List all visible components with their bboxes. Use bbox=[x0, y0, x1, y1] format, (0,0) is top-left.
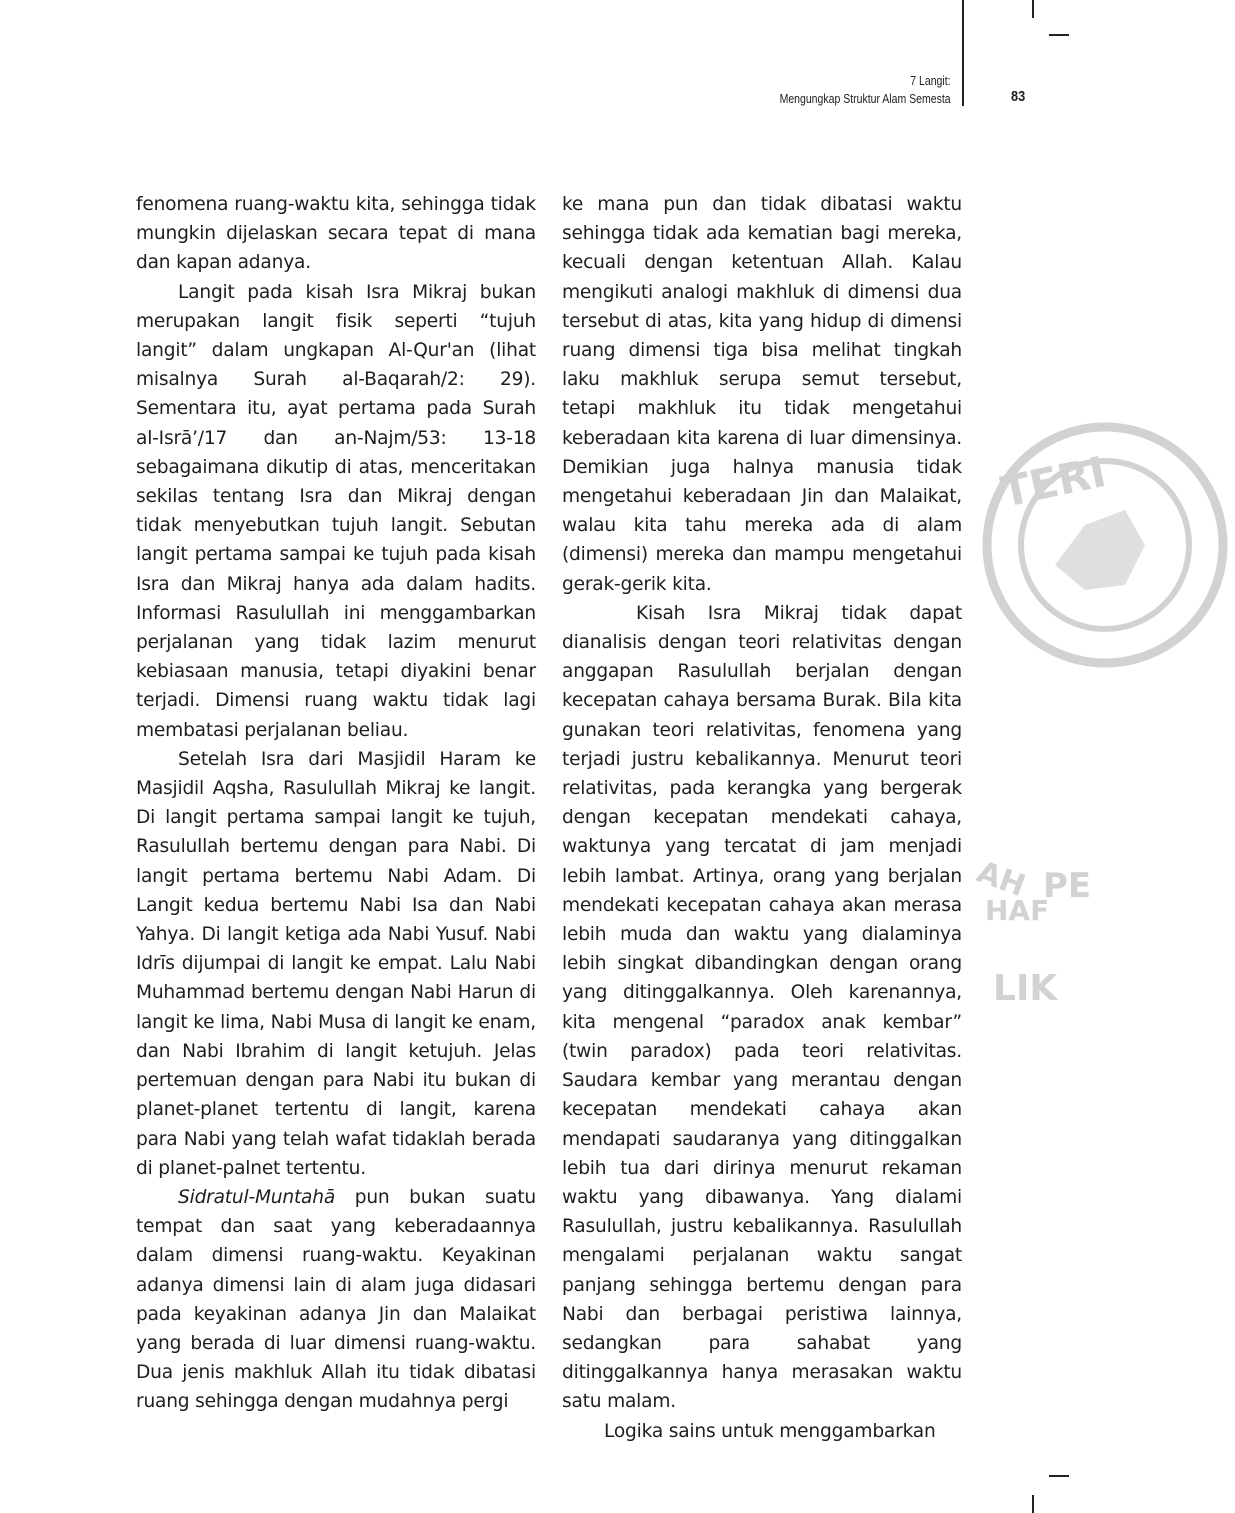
crop-mark-bottom-right bbox=[1049, 1475, 1069, 1477]
header-divider bbox=[962, 0, 964, 106]
right-paragraph-1: ke mana pun dan tidak dibatasi waktu sehingga tidak ada kematian bagi mereka, kecuali dengan ketentuan Allah. Kalau mengikuti analogi makhluk di dimensi dua tersebut di atas, kita yang hidup di dimensi ruang dimensi tiga bisa melihat tingkah laku makhluk serupa semut tersebut, tetapi makhluk itu tidak mengetahui keberadaan kita karena di luar dimensinya. Demikian juga halnya manusia tidak mengetahui keberadaan Jin dan Malaikat, walau kita tahu mereka ada di alam (dimensi) mereka dan mampu mengetahui gerak-gerik kita. bbox=[562, 194, 962, 595]
right-paragraph-2: Kisah Isra Mikraj tidak dapat dianalisis dengan teori relativitas dengan anggapan Rasulullah berjalan dengan kecepatan cahaya bersama Burak. Bila kita gunakan teori relativitas, fenomena yang terjadi justru kebalikannya. Menurut teori relativitas, pada kerangka yang bergerak dengan kecepatan mendekati cahaya, waktunya yang tercatat di jam menjadi lebih lambat. Artinya, orang yang berjalan mendekati kecepatan cahaya akan merasa lebih muda dan waktu yang dialaminya lebih singkat dibandingkan dengan orang yang ditinggalkannya. Oleh karenannya, kita mengenal “paradox anak kembar” (twin paradox) pada teori relativitas. Saudara kembar yang merantau dengan kecepatan mendekati cahaya akan mendapati saudaranya yang ditinggalkan lebih tua dari dirinya menurut rekaman waktu yang dibawanya. Yang dialami Rasulullah, justru kebalikannya. Rasulullah mengalami perjalanan waktu sangat panjang sehingga bertemu dengan para Nabi dan berbagai peristiwa lainnya, sedangkan para sahabat yang ditinggalkannya hanya merasakan waktu satu malam. bbox=[562, 602, 962, 1413]
watermark-seal bbox=[972, 415, 1235, 1009]
left-paragraph-3: Setelah Isra dari Masjidil Haram ke Masjidil Aqsha, Rasulullah Mikraj ke langit. Di langit pertama sampai langit ke tujuh, Rasulullah bertemu dengan para Nabi. Di langit pertama bertemu Nabi Adam. Di Langit kedua bertemu Nabi Isa dan Nabi Yahya. Di langit ketiga ada Nabi Yusuf. Nabi Idrīs dijumpai di langit ke empat. Lalu Nabi Muhammad bertemu dengan Nabi Harun di langit ke lima, Nabi Musa di langit ke enam, dan Nabi Ibrahim di langit ketujuh. Jelas pertemuan dengan para Nabi itu bukan di planet-planet tertentu di langit, karena para Nabi yang telah wafat tidaklah berada di planet-palnet tertentu. bbox=[136, 748, 536, 1179]
running-header bbox=[780, 72, 951, 108]
left-paragraph-4 bbox=[136, 1183, 536, 1417]
crop-mark-bottom bbox=[1032, 1495, 1034, 1513]
watermark-text-low: HAF bbox=[985, 894, 1050, 927]
term-sidratul-muntaha: Sidratul-Muntahā bbox=[178, 1186, 336, 1208]
watermark-text-mid2: AH bbox=[972, 854, 1030, 905]
left-column bbox=[136, 190, 536, 1417]
watermark-text-mid: PE bbox=[1043, 866, 1092, 906]
right-paragraph-3: Logika sains untuk menggambarkan bbox=[604, 1420, 936, 1442]
watermark-text-top: TERI bbox=[996, 446, 1111, 517]
watermark-text-bottom: LIK bbox=[993, 968, 1058, 1009]
book-title-line1: 7 Langit: bbox=[910, 74, 951, 88]
left-paragraph-2: Langit pada kisah Isra Mikraj bukan merupakan langit fisik seperti “tujuh langit” dalam ungkapan Al-Qur'an (lihat misalnya Surah al-Baqarah/2: 29). Sementara itu, ayat pertama pada Surah al-Isrā’/17 dan an-Najm/53: 13-18 sebagaimana dikutip di atas, menceritakan sekilas tentang Isra dan Mikraj dengan tidak menyebutkan tujuh langit. Sebutan langit pertama sampai ke tujuh pada kisah Isra dan Mikraj hanya ada dalam hadits. Informasi Rasulullah ini menggambarkan perjalanan yang tidak lazim menurut kebiasaan manusia, tetapi diyakini benar terjadi. Dimensi ruang waktu tidak lagi membatasi perjalanan beliau. bbox=[136, 281, 536, 741]
left-paragraph-4-text: pun bukan suatu tempat dan saat yang keberadaannya dalam dimensi ruang-waktu. Keyakinan adanya dimensi lain di alam juga didasari pada keyakinan adanya Jin dan Malaikat yang berada di luar dimensi ruang-waktu. Dua jenis makhluk Allah itu tidak dibatasi ruang sehingga dengan mudahnya pergi bbox=[136, 1186, 536, 1413]
watermark-emblem bbox=[1055, 510, 1145, 590]
page-number: 83 bbox=[1011, 88, 1026, 105]
crop-mark-top-right bbox=[1049, 34, 1069, 36]
right-column bbox=[562, 190, 962, 1446]
crop-mark-top bbox=[1032, 0, 1034, 18]
book-title-line2: Mengungkap Struktur Alam Semesta bbox=[779, 92, 951, 106]
left-paragraph-1: fenomena ruang-waktu kita, sehingga tidak mungkin dijelaskan secara tepat di mana dan kapan adanya. bbox=[136, 194, 536, 274]
